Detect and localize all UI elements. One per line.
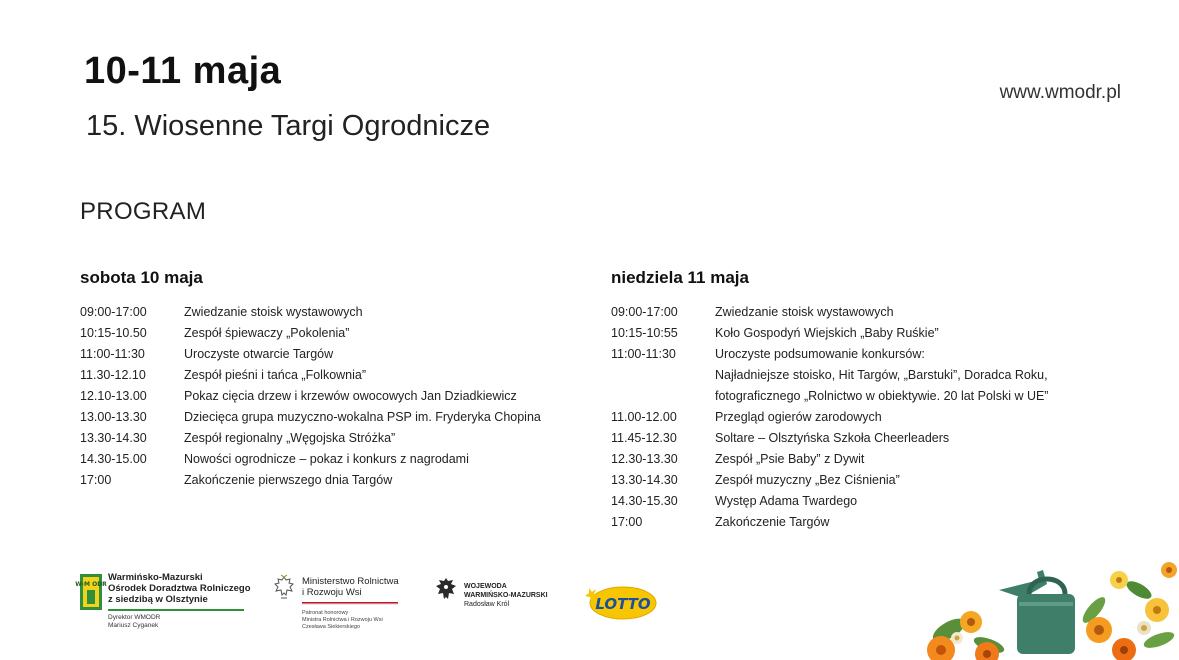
flowers-watering-can-illustration	[919, 550, 1179, 660]
schedule-row	[80, 470, 580, 491]
schedule-row	[80, 407, 580, 428]
schedule-row	[611, 323, 1131, 344]
eagle-emblem-icon	[272, 574, 296, 604]
schedule-time: 09:00-17:00	[80, 305, 147, 319]
saturday-rows	[80, 302, 580, 491]
schedule-description: Występ Adama Twardego	[715, 494, 858, 508]
schedule-time	[611, 386, 715, 407]
wmodr-rule	[108, 609, 244, 611]
sunday-title: niedziela 11 maja	[611, 268, 749, 287]
voivode-line3: Radosław Król	[464, 601, 510, 608]
sunday-schedule	[611, 268, 1131, 533]
schedule-time: 11:00-11:30	[80, 347, 145, 361]
schedule-time: 13.30-14.30	[80, 431, 147, 445]
schedule-description: Uroczyste otwarcie Targów	[184, 347, 334, 361]
schedule-row	[611, 302, 1131, 323]
schedule-description: Dziecięca grupa muzyczno-wokalna PSP im. Fryderyka Chopina	[184, 410, 541, 424]
event-title: 15. Wiosenne Targi Ogrodnicze	[86, 110, 491, 142]
schedule-time: 13.30-14.30	[611, 473, 678, 487]
schedule-row	[611, 344, 1131, 365]
voivode-line1: WOJEWODA	[464, 583, 507, 590]
wmodr-name	[108, 572, 251, 605]
wmodr-line1: Warmińsko-Mazurski	[108, 572, 203, 583]
schedule-row	[611, 365, 1131, 386]
ministry-sub2: Ministra Rolnictwa i Rozwoju Wsi	[302, 617, 383, 623]
schedule-row	[80, 323, 580, 344]
watering-can-icon	[999, 570, 1075, 654]
schedule-row	[611, 386, 1131, 407]
wmodr-line2: Ośrodek Doradztwa Rolniczego	[108, 583, 251, 594]
ministry-sub1: Patronat honorowy	[302, 610, 349, 616]
schedule-time: 11.45-12.30	[611, 431, 677, 445]
saturday-schedule	[80, 268, 580, 491]
website-link[interactable]: www.wmodr.pl	[999, 82, 1121, 103]
schedule-description: Najładniejsze stoisko, Hit Targów, „Barstuki”, Doradca Roku,	[715, 368, 1048, 382]
wmodr-director	[108, 614, 160, 630]
schedule-row	[611, 491, 1131, 512]
schedule-row	[80, 344, 580, 365]
schedule-row	[80, 365, 580, 386]
saturday-title: sobota 10 maja	[80, 268, 203, 287]
schedule-time: 13.00-13.30	[80, 410, 147, 424]
wmodr-sub2: Mariusz Cyganek	[108, 622, 159, 629]
voivode-line2: WARMIŃSKO-MAZURSKI	[464, 592, 548, 599]
schedule-time: 14.30-15.30	[611, 494, 678, 508]
schedule-description: Uroczyste podsumowanie konkursów:	[715, 347, 925, 361]
schedule-description: Zespół „Psie Baby” z Dywit	[715, 452, 865, 466]
wmodr-badge-text: W-M ODR	[75, 581, 107, 588]
schedule-row	[80, 302, 580, 323]
schedule-description: Zwiedzanie stoisk wystawowych	[184, 305, 363, 319]
schedule-time: 12.10-13.00	[80, 389, 147, 403]
schedule-description: Soltare – Olsztyńska Szkoła Cheerleaders	[715, 431, 950, 445]
schedule-time: 12.30-13.30	[611, 452, 678, 466]
lotto-logo	[583, 578, 661, 624]
schedule-description: Nowości ogrodnicze – pokaz i konkurs z nagrodami	[184, 452, 469, 466]
schedule-row	[80, 449, 580, 470]
schedule-description: fotograficznego „Rolnictwo w obiektywie. 20 lat Polski w UE”	[715, 389, 1049, 403]
ministry-flag-rule	[302, 602, 398, 605]
schedule-description: Koło Gospodyń Wiejskich „Baby Ruśkie”	[715, 326, 939, 340]
schedule-row	[611, 407, 1131, 428]
schedule-description: Przegląd ogierów zarodowych	[715, 410, 882, 424]
schedule-time: 10:15-10.50	[80, 326, 147, 340]
schedule-row	[611, 428, 1131, 449]
schedule-time: 11:00-11:30	[611, 347, 676, 361]
schedule-time	[611, 365, 715, 386]
schedule-description: Zespół muzyczny „Bez Ciśnienia”	[715, 473, 900, 487]
lotto-text: LOTTO	[595, 595, 651, 613]
schedule-description: Zespół regionalny „Węgojska Stróżka”	[184, 431, 396, 445]
schedule-description: Zwiedzanie stoisk wystawowych	[715, 305, 894, 319]
schedule-description: Pokaz cięcia drzew i krzewów owocowych Jan Dziadkiewicz	[184, 389, 517, 403]
schedule-row	[611, 449, 1131, 470]
ministry-sub3: Czesława Siekierskiego	[302, 624, 361, 630]
schedule-time: 17:00	[80, 473, 112, 487]
event-date-heading: 10-11 maja	[84, 50, 282, 92]
schedule-description: Zakończenie Targów	[715, 515, 830, 529]
schedule-time: 17:00	[611, 515, 643, 529]
wmodr-sub1: Dyrektor WMODR	[108, 614, 161, 621]
schedule-row	[80, 428, 580, 449]
schedule-description: Zespół śpiewaczy „Pokolenia”	[184, 326, 350, 340]
program-heading: PROGRAM	[80, 198, 207, 225]
wmodr-line3: z siedzibą w Olsztynie	[108, 594, 208, 605]
voivode-eagle-icon	[434, 576, 458, 606]
schedule-row	[611, 470, 1131, 491]
schedule-time: 11.30-12.10	[80, 368, 146, 382]
schedule-time: 11.00-12.00	[611, 410, 677, 424]
ministry-line2: i Rozwoju Wsi	[302, 587, 362, 598]
schedule-time: 10:15-10:55	[611, 326, 678, 340]
schedule-description: Zespół pieśni i tańca „Folkownia”	[184, 368, 367, 382]
ministry-name	[302, 576, 399, 598]
voivode-name	[464, 582, 548, 609]
schedule-description: Zakończenie pierwszego dnia Targów	[184, 473, 393, 487]
schedule-row	[611, 512, 1131, 533]
wmodr-badge-icon	[75, 574, 107, 610]
ministry-line1: Ministerstwo Rolnictwa	[302, 576, 399, 587]
schedule-time: 09:00-17:00	[611, 305, 678, 319]
schedule-time: 14.30-15.00	[80, 452, 147, 466]
ministry-patronage	[302, 610, 383, 631]
schedule-row	[80, 386, 580, 407]
sunday-rows	[611, 302, 1131, 533]
